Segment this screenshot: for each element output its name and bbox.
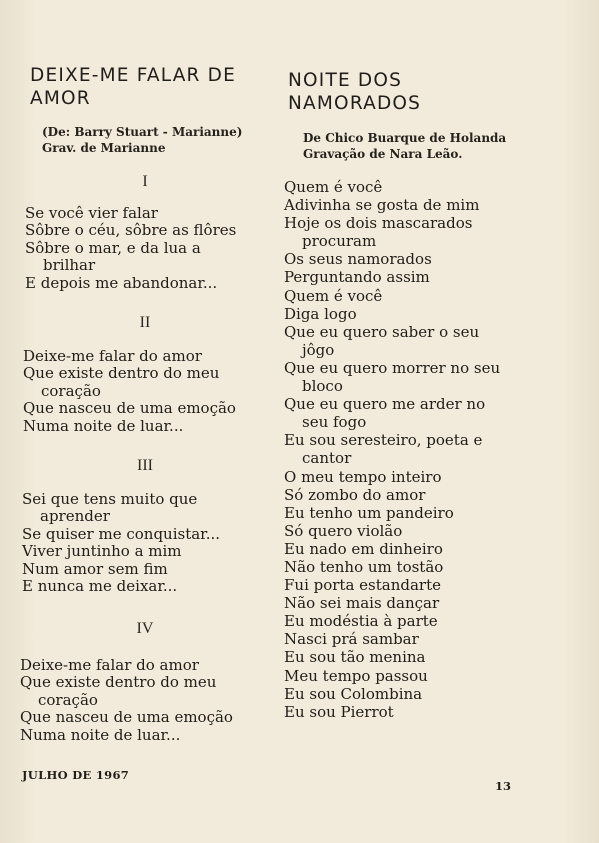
- lyric-line: Num amor sem fim: [22, 559, 168, 578]
- lyric-line: Perguntando assim: [284, 268, 430, 287]
- right-song-title-line: NOITE DOS: [288, 70, 403, 91]
- lyric-line: Se quiser me conquistar...: [22, 524, 221, 543]
- lyric-line: Que eu quero me arder no: [284, 395, 486, 414]
- stanza: [25, 205, 236, 292]
- lyric-line: Numa noite de luar...: [23, 416, 184, 435]
- lyric-line: Eu sou tão menina: [284, 648, 426, 667]
- stanza: [23, 348, 236, 435]
- lyric-line: Eu tenho um pandeiro: [284, 503, 454, 522]
- lyric-line: coração: [41, 381, 101, 400]
- right-song-credit-line: De Chico Buarque de Holanda: [303, 131, 507, 145]
- stanza: [20, 657, 233, 744]
- lyric-line: cantor: [302, 449, 352, 468]
- right-song-lyrics: [284, 178, 500, 721]
- lyric-line: Se você vier falar: [25, 204, 158, 222]
- stanza-numeral: II: [139, 314, 151, 331]
- lyric-line: Que existe dentro do meu: [20, 673, 217, 692]
- lyric-line: Não sei mais dançar: [284, 594, 440, 613]
- right-song-title: [288, 69, 421, 115]
- stanza-numeral: I: [142, 173, 148, 190]
- lyric-line: Que nasceu de uma emoção: [20, 708, 233, 727]
- lyric-line: E nunca me deixar...: [22, 576, 178, 595]
- lyric-line: Sôbre o céu, sôbre as flôres: [25, 221, 237, 240]
- stanza: [22, 491, 220, 595]
- lyric-line: bloco: [302, 377, 343, 396]
- lyric-line: O meu tempo inteiro: [284, 467, 442, 486]
- lyric-line: aprender: [40, 507, 110, 526]
- left-song-credit-line: Grav. de Marianne: [42, 140, 166, 155]
- lyric-line: Quem é você: [284, 178, 383, 196]
- lyric-line: jôgo: [302, 340, 335, 359]
- right-song-credits: [303, 131, 506, 162]
- lyric-line: Eu sou Pierrot: [284, 702, 394, 721]
- left-song-title-line: AMOR: [30, 88, 91, 109]
- lyric-line: Sôbre o mar, e da lua a: [25, 238, 201, 257]
- lyric-line: Deixe-me falar do amor: [20, 656, 199, 674]
- lyric-line: Adivinha se gosta de mim: [284, 196, 480, 215]
- lyric-line: Eu sou Colombina: [284, 684, 423, 703]
- lyric-line: Nasci prá sambar: [284, 630, 419, 649]
- stanza-numeral: IV: [136, 620, 154, 637]
- lyric-line: Fui porta estandarte: [284, 576, 442, 595]
- lyric-line: Eu modéstia à parte: [284, 612, 438, 631]
- left-song-credits: [42, 125, 242, 156]
- lyric-line: Quem é você: [284, 286, 383, 305]
- lyric-line: Que nasceu de uma emoção: [23, 399, 236, 418]
- lyric-line: Que eu quero morrer no seu: [284, 358, 501, 377]
- left-song-credit-line: (De: Barry Stuart - Marianne): [42, 125, 243, 139]
- lyric-line: Não tenho um tostão: [284, 557, 444, 576]
- left-song-title: [30, 64, 236, 110]
- lyric-line: Os seus namorados: [284, 250, 432, 269]
- left-song-title-line: DEIXE-ME FALAR DE: [30, 65, 237, 86]
- issue-date: JULHO DE 1967: [22, 768, 130, 782]
- lyric-line: Numa noite de luar...: [20, 725, 181, 744]
- lyric-line: Que existe dentro do meu: [23, 364, 220, 383]
- lyric-line: Hoje os dois mascarados: [284, 214, 473, 233]
- stanza-numeral: III: [137, 457, 153, 474]
- lyric-line: Deixe-me falar do amor: [23, 347, 202, 365]
- lyric-line: Eu nado em dinheiro: [284, 539, 443, 558]
- right-song-title-line: NAMORADOS: [288, 93, 422, 114]
- page-number: 13: [495, 779, 512, 793]
- lyric-line: Meu tempo passou: [284, 666, 428, 685]
- lyric-line: seu fogo: [302, 413, 367, 432]
- lyric-line: Sei que tens muito que: [22, 490, 198, 508]
- lyric-line: coração: [38, 690, 98, 709]
- lyric-line: E depois me abandonar...: [25, 273, 218, 292]
- lyric-line: Só zombo do amor: [284, 485, 426, 504]
- lyric-line: Que eu quero saber o seu: [284, 322, 480, 341]
- lyric-line: Viver juntinho a mim: [22, 542, 182, 561]
- lyric-line: brilhar: [43, 256, 96, 275]
- lyric-line: Só quero violão: [284, 521, 403, 540]
- right-song-credit-line: Gravação de Nara Leão.: [303, 146, 463, 161]
- lyric-line: procuram: [302, 232, 377, 251]
- lyric-line: Eu sou seresteiro, poeta e: [284, 431, 483, 450]
- lyric-line: Diga logo: [284, 304, 357, 323]
